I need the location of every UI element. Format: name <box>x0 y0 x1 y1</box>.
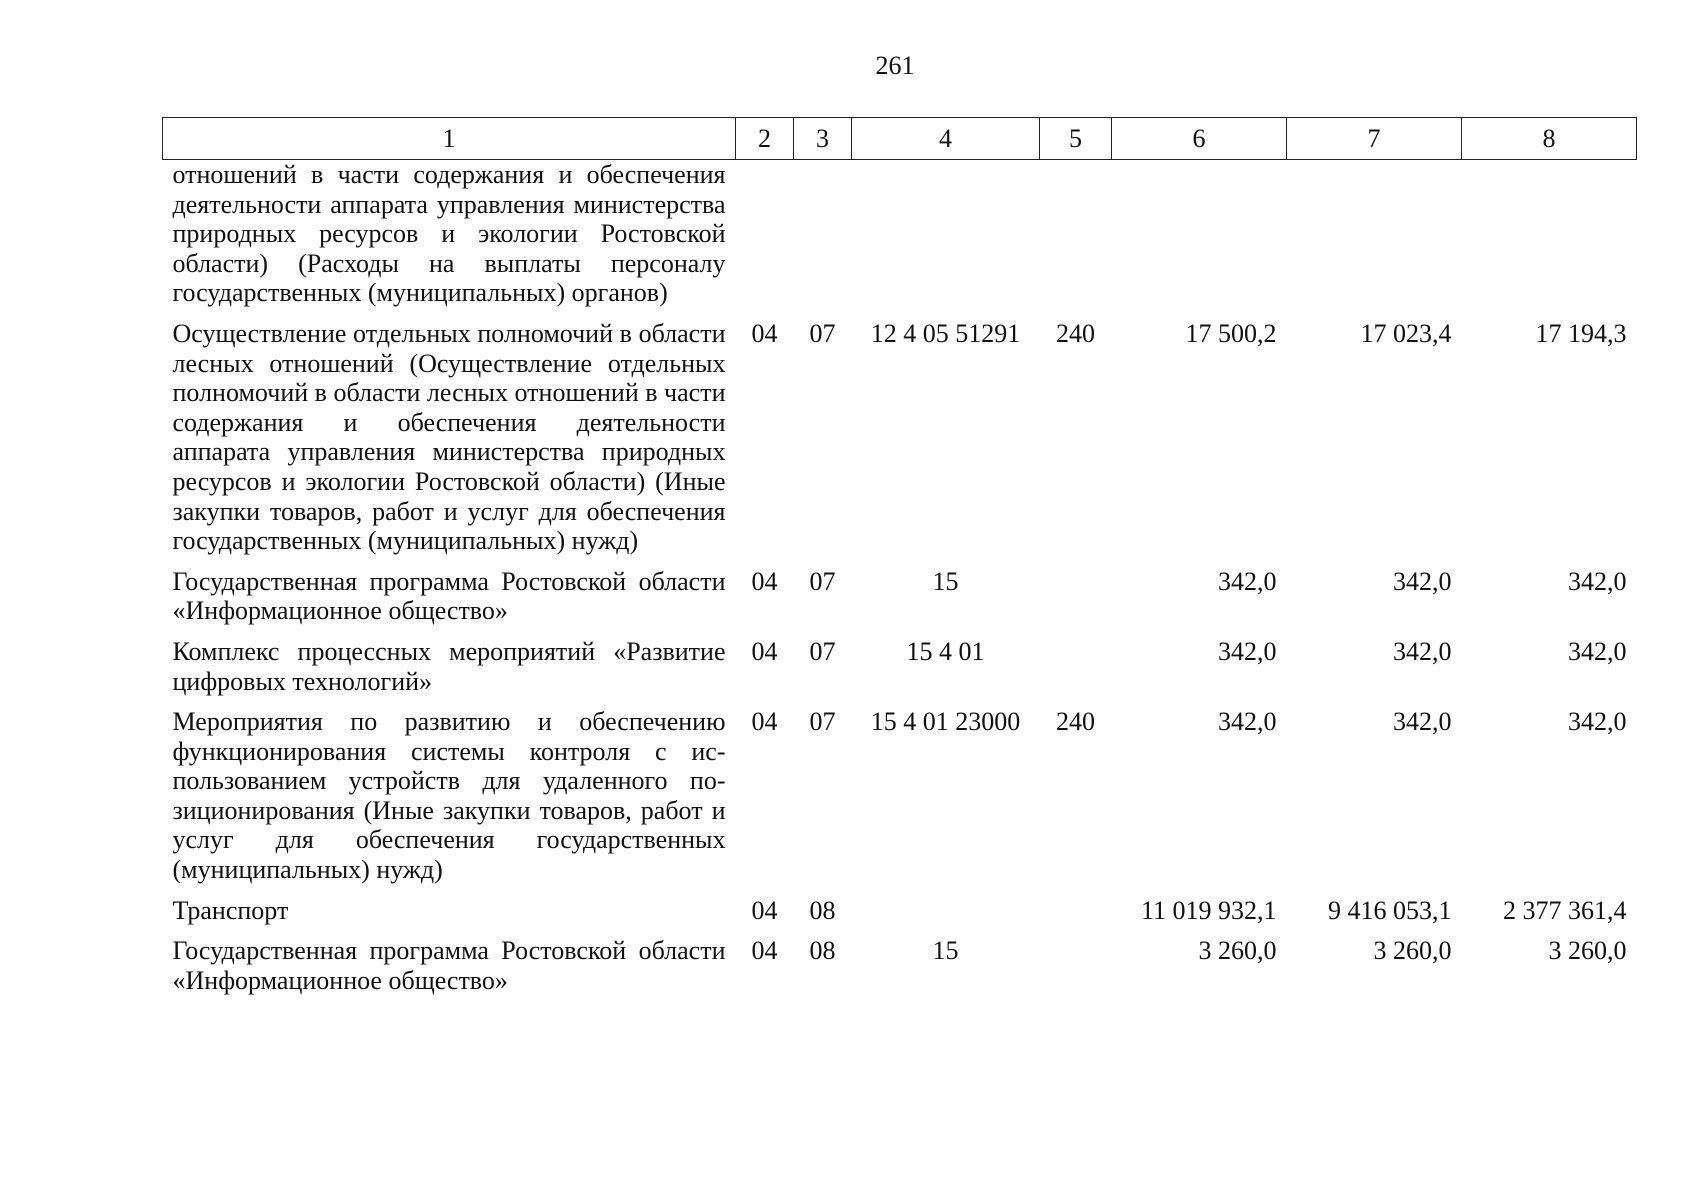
table-header <box>163 118 1637 160</box>
row-expense-type-code <box>1040 936 1112 1006</box>
row-section-code: 04 <box>751 936 778 966</box>
row-section-code: 04 <box>751 636 778 666</box>
row-section-code: 04 <box>751 895 778 925</box>
table-body <box>163 160 1637 1007</box>
row-description: Осуществление отдельных полномочий в области лесных отношений (Осуществление отдельных полномочий в области лесных отношений в части содержания и обеспечения деятельности аппарата управления министерства природных ресурсов и экологии Ростовской области) (Иные закупки товаров, работ и услуг для обеспечения государственных (муниципальных) нужд) <box>172 318 726 556</box>
row-subsection-code <box>794 160 852 319</box>
row-amount-col-6: 342,0 <box>1218 566 1277 596</box>
row-target-code: 15 <box>932 936 959 966</box>
row-target-code: 15 4 01 <box>906 636 985 666</box>
row-subsection-code: 08 <box>809 936 836 966</box>
table-row <box>163 637 1637 707</box>
row-subsection-code: 07 <box>809 707 836 737</box>
header-col-1: 1 <box>163 118 736 160</box>
page-number: 261 <box>875 51 915 80</box>
budget-table <box>162 117 1637 1006</box>
row-amount-col-6: 3 260,0 <box>1198 936 1277 966</box>
row-amount-col-8: 17 194,3 <box>1535 318 1627 348</box>
row-section-code <box>736 160 794 319</box>
table-row <box>163 567 1637 637</box>
row-amount-col-6: 17 500,2 <box>1185 318 1277 348</box>
header-col-2: 2 <box>736 118 794 160</box>
row-amount-col-8: 342,0 <box>1568 707 1627 737</box>
row-amount-col-8: 3 260,0 <box>1548 936 1627 966</box>
table-row <box>163 707 1637 896</box>
row-amount-col-6: 11 019 932,1 <box>1140 895 1277 925</box>
row-description: Комплекс процессных мероприятий «Развитие цифровых технологий» <box>172 636 726 696</box>
row-expense-type-code <box>1040 896 1112 937</box>
header-col-4: 4 <box>852 118 1040 160</box>
row-expense-type-code: 240 <box>1056 707 1095 737</box>
row-amount-col-6: 342,0 <box>1218 636 1277 666</box>
row-amount-col-7: 342,0 <box>1393 636 1452 666</box>
row-amount-col-8: 342,0 <box>1568 636 1627 666</box>
row-description: Транспорт <box>172 895 289 925</box>
row-description: Государственная программа Ростовской области «Информационное общество» <box>172 566 726 626</box>
table-row <box>163 896 1637 937</box>
row-subsection-code: 07 <box>809 566 836 596</box>
row-section-code: 04 <box>751 566 778 596</box>
row-expense-type-code <box>1040 160 1112 319</box>
row-section-code: 04 <box>751 318 778 348</box>
row-target-code: 15 4 01 23000 <box>870 707 1021 737</box>
row-amount-col-7 <box>1287 160 1462 319</box>
row-amount-col-8: 342,0 <box>1568 566 1627 596</box>
row-target-code: 15 <box>932 566 959 596</box>
row-subsection-code: 07 <box>809 318 836 348</box>
table-row <box>163 319 1637 567</box>
row-amount-col-7: 17 023,4 <box>1360 318 1452 348</box>
row-subsection-code: 08 <box>809 895 836 925</box>
header-col-7: 7 <box>1287 118 1462 160</box>
header-col-6: 6 <box>1112 118 1287 160</box>
row-amount-col-6 <box>1112 160 1287 319</box>
row-amount-col-7: 342,0 <box>1393 566 1452 596</box>
row-section-code: 04 <box>751 707 778 737</box>
row-amount-col-8 <box>1462 160 1637 319</box>
row-expense-type-code <box>1040 567 1112 637</box>
row-amount-col-7: 342,0 <box>1393 707 1452 737</box>
row-target-code: 12 4 05 51291 <box>870 318 1021 348</box>
header-col-8: 8 <box>1462 118 1637 160</box>
row-target-code <box>852 160 1040 319</box>
row-amount-col-7: 3 260,0 <box>1373 936 1452 966</box>
row-amount-col-6: 342,0 <box>1218 707 1277 737</box>
row-description: Государственная программа Ростовской области «Информационное общество» <box>172 936 726 995</box>
row-expense-type-code <box>1040 637 1112 707</box>
row-amount-col-7: 9 416 053,1 <box>1328 895 1452 925</box>
row-expense-type-code: 240 <box>1056 318 1095 348</box>
row-description: отношений в части содержания и обеспечения деятельности аппарата управления министерства природных ресурсов и экологии Ростовской области) (Расходы на выплаты персоналу государственных (муниципальных) органов) <box>172 160 726 308</box>
row-subsection-code: 07 <box>809 636 836 666</box>
header-row <box>163 118 1637 160</box>
table-row <box>163 160 1637 319</box>
row-amount-col-8: 2 377 361,4 <box>1503 895 1627 925</box>
row-target-code <box>852 896 1040 937</box>
header-col-3: 3 <box>794 118 852 160</box>
row-description: Мероприятия по развитию и обеспечению функционирования системы контроля с использованием устройств для удаленного позиционирования (Иные закупки товаров, работ и услуг для обеспечения государственных (муниципальных) нужд) <box>172 707 726 885</box>
header-col-5: 5 <box>1040 118 1112 160</box>
table-row <box>163 936 1637 1006</box>
